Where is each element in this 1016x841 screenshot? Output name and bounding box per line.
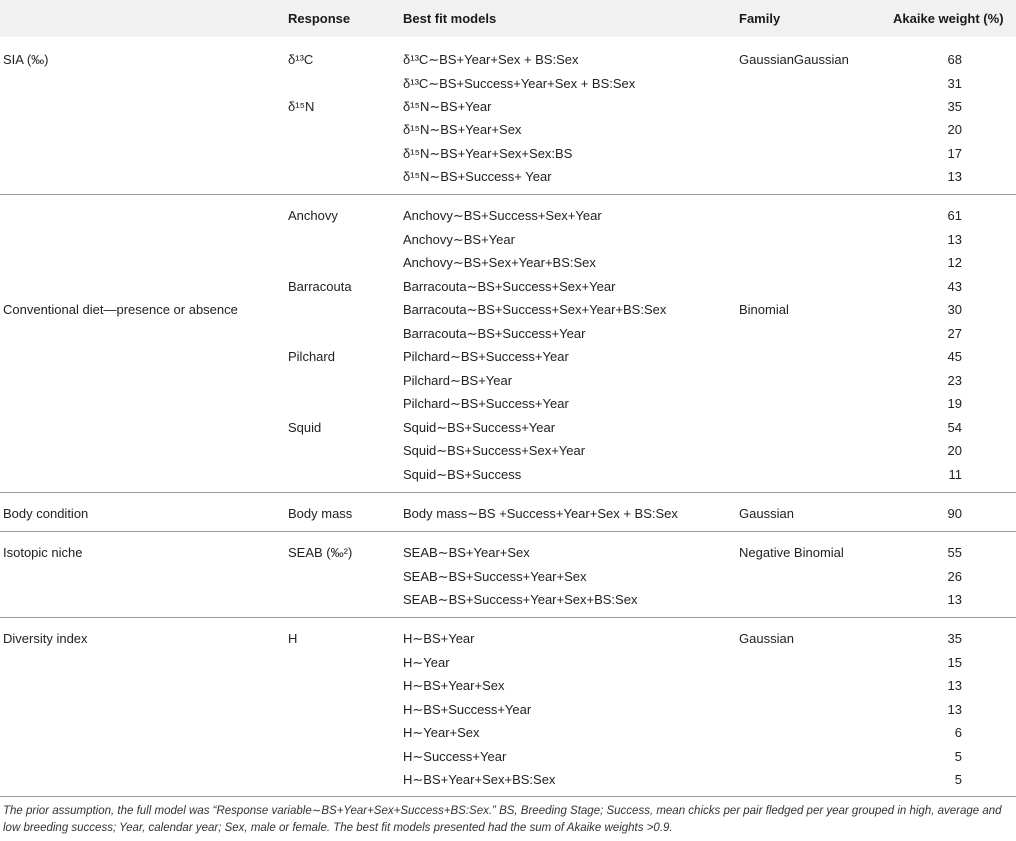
model-cell: H∼Success+Year <box>403 749 507 764</box>
weight-cell: 45 <box>947 349 962 364</box>
weight-cell: 11 <box>948 467 962 482</box>
header-family: Family <box>739 11 781 26</box>
weight-cell: 6 <box>954 725 962 740</box>
response-body-mass: Body mass <box>288 506 353 521</box>
table-bottom-rule <box>0 796 1016 797</box>
weight-cell: 26 <box>947 569 962 584</box>
model-cell: δ¹⁵N∼BS+Year+Sex+Sex:BS <box>403 146 573 161</box>
model-cell: Squid∼BS+Success+Sex+Year <box>403 443 586 458</box>
model-cell: SEAB∼BS+Success+Year+Sex <box>403 569 587 584</box>
model-cell: Squid∼BS+Success+Year <box>403 420 556 435</box>
model-cell: Pilchard∼BS+Year <box>403 373 513 388</box>
model-cell: Barracouta∼BS+Success+Sex+Year+BS:Sex <box>403 302 667 317</box>
model-cell: Body mass∼BS +Success+Year+Sex + BS:Sex <box>403 506 678 521</box>
model-cell: SEAB∼BS+Success+Year+Sex+BS:Sex <box>403 592 638 607</box>
weight-cell: 35 <box>947 99 962 114</box>
weight-cell: 13 <box>947 678 962 693</box>
model-cell: Squid∼BS+Success <box>403 467 522 482</box>
weight-cell: 20 <box>947 122 962 137</box>
model-cell: H∼BS+Success+Year <box>403 702 532 717</box>
response-squid: Squid <box>288 420 322 435</box>
response-barracouta: Barracouta <box>288 279 352 294</box>
group-divider <box>0 492 1016 493</box>
weight-cell: 17 <box>947 146 962 161</box>
header-response: Response <box>288 11 351 26</box>
model-cell: H∼Year <box>403 655 450 670</box>
model-cell: Anchovy∼BS+Success+Sex+Year <box>403 208 602 223</box>
model-cell: H∼BS+Year+Sex+BS:Sex <box>403 772 556 787</box>
weight-cell: 13 <box>947 232 962 247</box>
table-footnote: The prior assumption, the full model was “Response variable∼BS+Year+Sex+Success+BS:Sex.” BS, Breeding Stage; Success, mean chicks per pair fledged per year grouped in high, average and low breeding success; Year, calendar year; Sex, male or female. The best fit models presented had the sum of Akaike weights >0.9. <box>3 805 1002 834</box>
weight-cell: 90 <box>947 506 962 521</box>
model-cell: H∼Year+Sex <box>403 725 480 740</box>
group-label-diet: Conventional diet—presence or absence <box>3 302 238 317</box>
weight-cell: 13 <box>947 169 962 184</box>
model-cell: H∼BS+Year+Sex <box>403 678 505 693</box>
model-cell: Pilchard∼BS+Success+Year <box>403 396 569 411</box>
model-cell: δ¹³C∼BS+Year+Sex + BS:Sex <box>403 52 579 67</box>
model-cell: Anchovy∼BS+Year <box>403 232 515 247</box>
model-cell: δ¹⁵N∼BS+Year+Sex <box>403 122 522 137</box>
weight-cell: 5 <box>954 749 962 764</box>
group-divider <box>0 531 1016 532</box>
weight-cell: 23 <box>947 373 962 388</box>
model-cell: Barracouta∼BS+Success+Year <box>403 326 586 341</box>
table-header <box>0 0 1016 37</box>
model-cell: δ¹⁵N∼BS+Success+ Year <box>403 169 552 184</box>
weight-cell: 13 <box>947 592 962 607</box>
response-pilchard: Pilchard <box>288 349 335 364</box>
model-cell: Pilchard∼BS+Success+Year <box>403 349 569 364</box>
group-divider <box>0 617 1016 618</box>
model-cell: Anchovy∼BS+Sex+Year+BS:Sex <box>403 255 596 270</box>
weight-cell: 54 <box>947 420 962 435</box>
group-label-body: Body condition <box>3 506 89 521</box>
weight-cell: 27 <box>947 326 962 341</box>
weight-cell: 30 <box>947 302 962 317</box>
model-cell: H∼BS+Year <box>403 631 475 646</box>
family-diversity: Gaussian <box>739 631 794 646</box>
group-divider <box>0 194 1016 195</box>
response-d15n: δ¹⁵N <box>288 99 315 114</box>
model-cell: Barracouta∼BS+Success+Sex+Year <box>403 279 616 294</box>
weight-cell: 55 <box>947 545 962 560</box>
response-anchovy: Anchovy <box>288 208 338 223</box>
response-h: H <box>288 631 298 646</box>
weight-cell: 12 <box>947 255 962 270</box>
group-label-niche: Isotopic niche <box>3 545 83 560</box>
model-cell: SEAB∼BS+Year+Sex <box>403 545 530 560</box>
weight-cell: 68 <box>947 52 962 67</box>
weight-cell: 20 <box>947 443 962 458</box>
weight-cell: 13 <box>947 702 962 717</box>
group-label-sia: SIA (‰) <box>3 52 49 67</box>
header-akaike-weight: Akaike weight (%) <box>893 11 1004 26</box>
weight-cell: 5 <box>954 772 962 787</box>
group-label-diversity: Diversity index <box>3 631 88 646</box>
response-d13c: δ¹³C <box>288 52 314 67</box>
weight-cell: 61 <box>947 208 962 223</box>
family-body: Gaussian <box>739 506 794 521</box>
weight-cell: 35 <box>947 631 962 646</box>
weight-cell: 43 <box>947 279 962 294</box>
model-cell: δ¹⁵N∼BS+Year <box>403 99 492 114</box>
family-niche: Negative Binomial <box>739 545 844 560</box>
weight-cell: 31 <box>947 76 962 91</box>
weight-cell: 15 <box>947 655 962 670</box>
family-diet: Binomial <box>739 302 789 317</box>
model-cell: δ¹³C∼BS+Success+Year+Sex + BS:Sex <box>403 76 636 91</box>
header-best-fit-models: Best fit models <box>403 11 497 26</box>
response-seab: SEAB (‰²) <box>288 545 353 560</box>
weight-cell: 19 <box>947 396 962 411</box>
family-sia: GaussianGaussian <box>739 52 849 67</box>
